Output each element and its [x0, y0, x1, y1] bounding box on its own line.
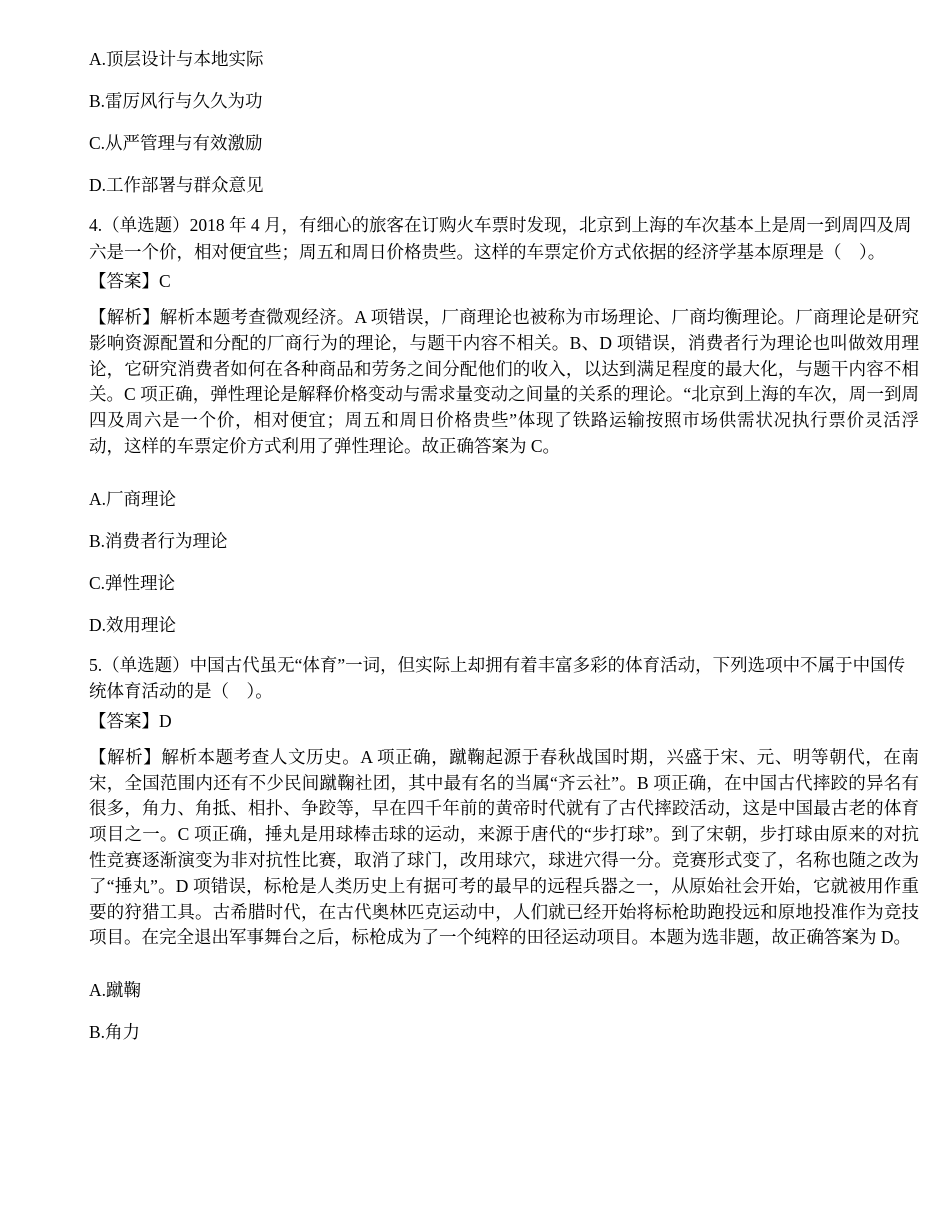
- option-a: A.蹴鞠: [89, 980, 142, 1001]
- question-3-options: [89, 46, 919, 212]
- question-5: [89, 652, 919, 1061]
- option-b: B.角力: [89, 1022, 141, 1043]
- option-d: D.工作部署与群众意见: [89, 175, 264, 195]
- document-page: [89, 46, 919, 1061]
- question-stem: 5.（单选题）中国古代虽无“体育”一词，但实际上却拥有着丰富多彩的体育活动，下列选项中不属于中国传统体育活动的是（ ）。: [89, 654, 906, 702]
- option-a: A.顶层设计与本地实际: [89, 49, 264, 69]
- question-stem: 4.（单选题）2018 年 4 月，有细心的旅客在订购火车票时发现，北京到上海的车次基本上是周一到周四及周六是一个价，相对便宜些；周五和周日价格贵些。这样的车票定价方式依据的经济学基本原理是（ ）。: [89, 215, 912, 262]
- option-b: B.消费者行为理论: [89, 530, 228, 551]
- answer-line: 【答案】D: [89, 710, 172, 731]
- option-b: B.雷厉风行与久久为功: [89, 91, 263, 111]
- option-c: C.弹性理论: [89, 572, 176, 593]
- explanation: 【解析】解析本题考查微观经济。A 项错误，厂商理论也被称为市场理论、厂商均衡理论。厂商理论是研究影响资源配置和分配的厂商行为的理论，与题干内容不相关。B、D 项错误，消费者行为理论也叫做效用理论，它研究消费者如何在各种商品和劳务之间分配他们的收入，以达到满足程度的最大化，与题干内容不相关。C 项正确，弹性理论是解释价格变动与需求量变动之间量的关系的理论。“北京到上海的车次，周一到周四及周六是一个价，相对便宜；周五和周日价格贵些”体现了铁路运输按照市场供需状况执行票价灵活浮动，这样的车票定价方式利用了弹性理论。故正确答案为 C。: [89, 307, 919, 456]
- option-c: C.从严管理与有效激励: [89, 133, 263, 153]
- option-d: D.效用理论: [89, 614, 177, 635]
- explanation: 【解析】解析本题考查人文历史。A 项正确，蹴鞠起源于春秋战国时期，兴盛于宋、元、明等朝代，在南宋，全国范围内还有不少民间蹴鞠社团，其中最有名的当属“齐云社”。B 项正确，在中国古代摔跤的异名有很多，角力、角抵、相扑、争跤等，早在四千年前的黄帝时代就有了古代摔跤活动，这是中国最古老的体育项目之一。C 项正确，捶丸是用球棒击球的运动，来源于唐代的“步打球”。到了宋朝，步打球由原来的对抗性竞赛逐渐演变为非对抗性比赛，取消了球门，改用球穴，球进穴得一分。竞赛形式变了，名称也随之改为了“捶丸”。D 项错误，标枪是人类历史上有据可考的最早的远程兵器之一，从原始社会开始，它就被用作重要的狩猎工具。古希腊时代，在古代奥林匹克运动中，人们就已经开始将标枪助跑投远和原地投准作为竞技项目。在完全退出军事舞台之后，标枪成为了一个纯粹的田径运动项目。本题为选非题，故正确答案为 D。: [89, 746, 919, 948]
- option-a: A.厂商理论: [89, 488, 177, 509]
- answer-line: 【答案】C: [89, 271, 171, 291]
- question-4: [89, 212, 919, 652]
